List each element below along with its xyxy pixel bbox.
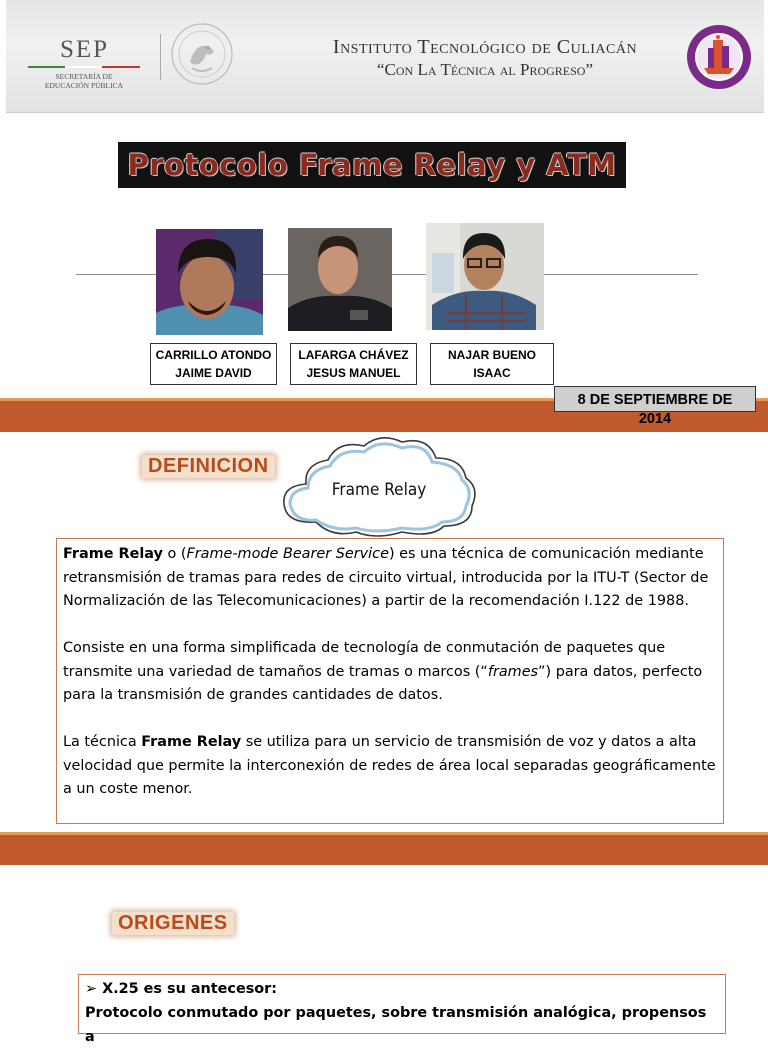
name-line: ISAAC [473,366,511,380]
sep-logo-subtitle: SECRETARÍA DE EDUCACIÓN PÚBLICA [44,72,124,90]
name-line: CARRILLO ATONDO [155,348,272,362]
date-box: 8 DE SEPTIEMBRE DE [554,386,756,412]
cloud-label: Frame Relay [331,480,427,500]
header-divider [160,34,161,80]
orange-band [0,835,768,865]
name-box-najar [430,343,554,385]
definition-textbox [56,538,724,824]
name-line: JAIME DAVID [175,366,252,380]
definition-paragraph-1: Frame Relay o (Frame-mode Bearer Service) es una técnica de comunicación mediante retransmisión de tramas para redes de circuito virtual, introducida por la ITU-T (Sector de Normalización de las Telecomunicaciones) a partir de la recomendación I.122 de 1988. [63,546,709,609]
sep-logo-stripe [28,66,140,68]
institute-title: Instituto Tecnológico de Culiacán [332,36,638,58]
mexican-seal-icon [170,22,234,86]
name-line: LAFARGA CHÁVEZ [298,348,409,362]
section-label-origenes: ORIGENES [112,912,234,935]
section-label-definicion: DEFINICION [142,455,275,478]
sep-logo-word: SEP [60,36,110,63]
arrow-bullet-icon: ➢ [85,981,103,997]
photo-lafarga-chavez [288,228,392,331]
origenes-textbox [78,974,726,1045]
origenes-text: Protocolo conmutado por paquetes, sobre transmisión analógica, propensos a [85,1005,707,1045]
photo-carrillo-atondo [156,229,263,335]
header-banner [6,0,764,113]
photo-najar-bueno [426,223,544,330]
presentation-title [118,142,626,188]
date-year: 2014 [638,411,672,427]
name-box-carrillo [150,343,277,385]
name-line: NAJAR BUENO [447,348,536,362]
name-box-lafarga [290,343,417,385]
name-line: JESUS MANUEL [306,366,401,380]
presentation-title-text: Protocolo Frame Relay y ATM [127,148,617,182]
definition-paragraph-3: La técnica Frame Relay se utiliza para un servicio de transmisión de voz y datos a alta velocidad que permite la interconexión de redes de área local separadas geográficamente a un coste menor. [63,734,716,797]
origenes-bullet: ➢ X.25 es su antecesor: [85,981,278,997]
institute-motto: “Con La Técnica al Progreso” [376,60,593,79]
sep-logo [28,36,143,92]
definition-paragraph-2: Consiste en una forma simplificada de tecnología de conmutación de paquetes que transmite una variedad de tamaños de tramas o marcos (“frames”) para datos, perfecto para la transmisión de grandes cantidades de datos. [63,640,703,703]
itc-logo-icon [686,24,752,90]
